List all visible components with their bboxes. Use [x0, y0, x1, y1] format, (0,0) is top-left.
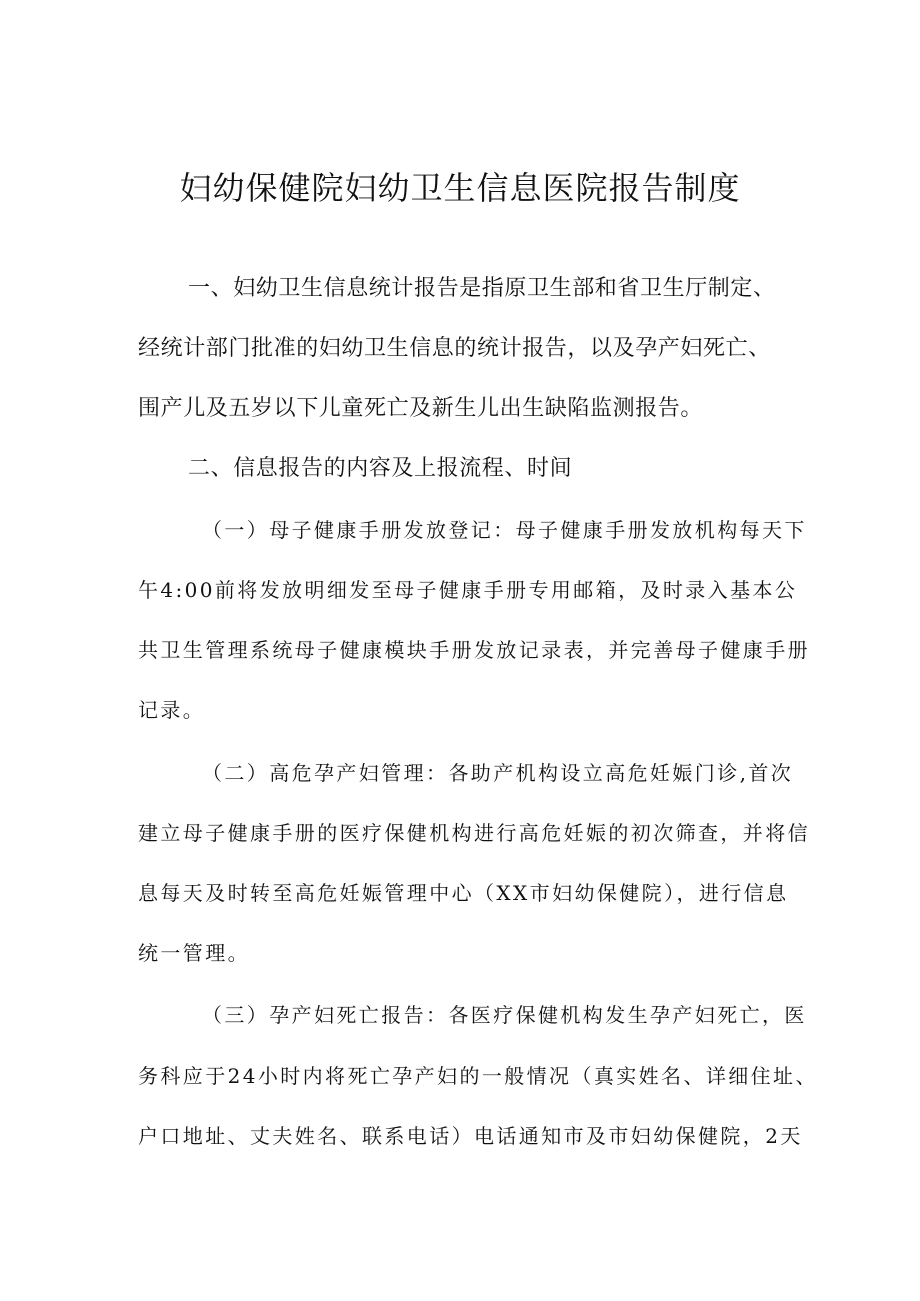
section1-line-2: 经统计部门批准的妇幼卫生信息的统计报告，以及孕产妇死亡、: [138, 336, 771, 361]
item2-line-1: （二）高危孕产妇管理：各助产机构设立高危妊娠门诊,首次: [202, 761, 794, 785]
section1-line-3: 围产儿及五岁以下儿童死亡及新生儿出生缺陷监测报告。: [138, 396, 704, 421]
item2-line-2: 建立母子健康手册的医疗保健机构进行高危妊娠的初次筛查，并将信: [138, 821, 810, 845]
item3-line-3: 户口地址、丈夫姓名、联系电话）电话通知市及市妇幼保健院，2天: [138, 1124, 803, 1148]
item1-line-2: 午4:00前将发放明细发至母子健康手册专用邮箱，及时录入基本公: [138, 578, 798, 602]
section1-line-1: 一、妇幼卫生信息统计报告是指原卫生部和省卫生厅制定、: [188, 276, 776, 301]
item1-line-1: （一）母子健康手册发放登记：母子健康手册发放机构每天下: [202, 518, 807, 542]
item1-line-3: 共卫生管理系统母子健康模块手册发放记录表，并完善母子健康手册: [138, 638, 810, 662]
item2-line-4: 统一管理。: [138, 941, 250, 965]
document-title: 妇幼保健院妇幼卫生信息医院报告制度: [179, 169, 741, 207]
item3-line-2: 务科应于24小时内将死亡孕产妇的一般情况（真实姓名、详细住址、: [138, 1064, 818, 1088]
section2-heading: 二、信息报告的内容及上报流程、时间: [188, 456, 573, 481]
item3-line-1: （三）孕产妇死亡报告：各医疗保健机构发生孕产妇死亡，医: [202, 1003, 807, 1027]
item1-line-4: 记录。: [138, 698, 206, 722]
item2-line-3: 息每天及时转至高危妊娠管理中心（XX市妇幼保健院），进行信息: [138, 881, 789, 905]
